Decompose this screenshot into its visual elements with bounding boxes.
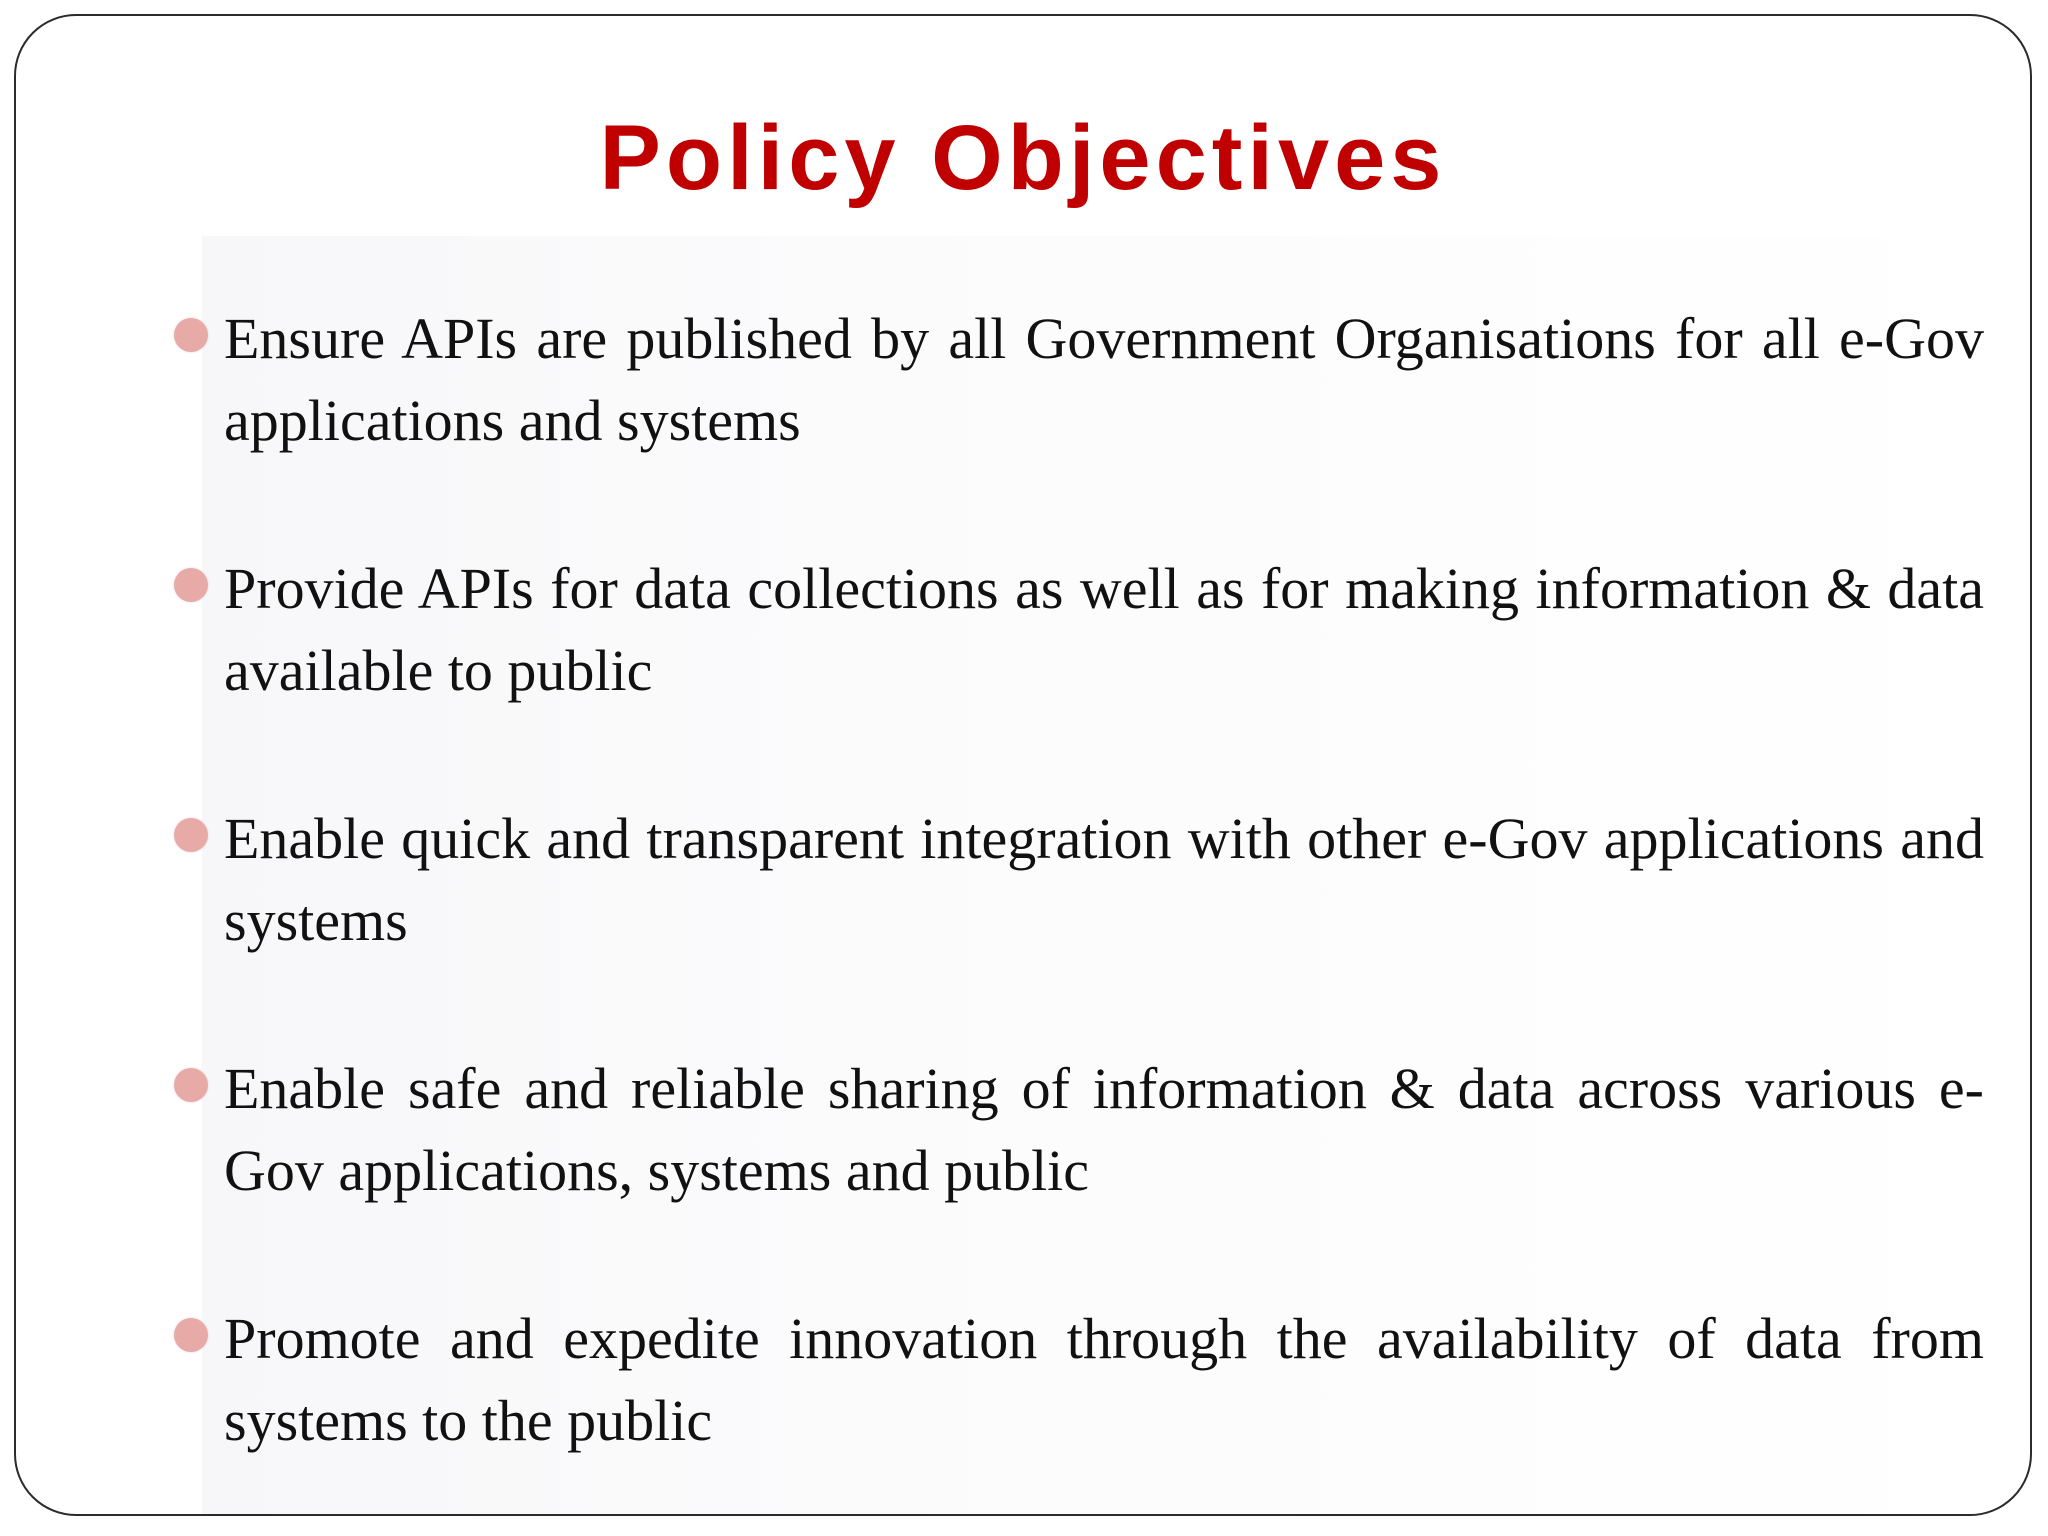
bullet-dot-icon — [174, 1318, 208, 1352]
list-item — [164, 298, 1984, 462]
bullet-dot-icon — [174, 818, 208, 852]
list-item — [164, 548, 1984, 712]
slide-frame — [14, 14, 2032, 1516]
list-item — [164, 798, 1984, 962]
objectives-list — [164, 298, 1984, 1516]
bullet-dot-icon — [174, 568, 208, 602]
bullet-dot-icon — [174, 318, 208, 352]
bullet-text: Enable safe and reliable sharing of information & data across various e-Gov applications, systems and public — [224, 1056, 1984, 1203]
bullet-text: Enable quick and transparent integration with other e-Gov applications and systems — [224, 806, 1984, 953]
bullet-text: Provide APIs for data collections as well as for making information & data available to public — [224, 556, 1984, 703]
bullet-text: Ensure APIs are published by all Government Organisations for all e-Gov applications and systems — [224, 306, 1984, 453]
list-item — [164, 1048, 1984, 1212]
list-item — [164, 1298, 1984, 1462]
slide-title: Policy Objectives — [599, 107, 1447, 209]
bullet-dot-icon — [174, 1068, 208, 1102]
bullet-text: Promote and expedite innovation through the availability of data from systems to the public — [224, 1306, 1984, 1453]
